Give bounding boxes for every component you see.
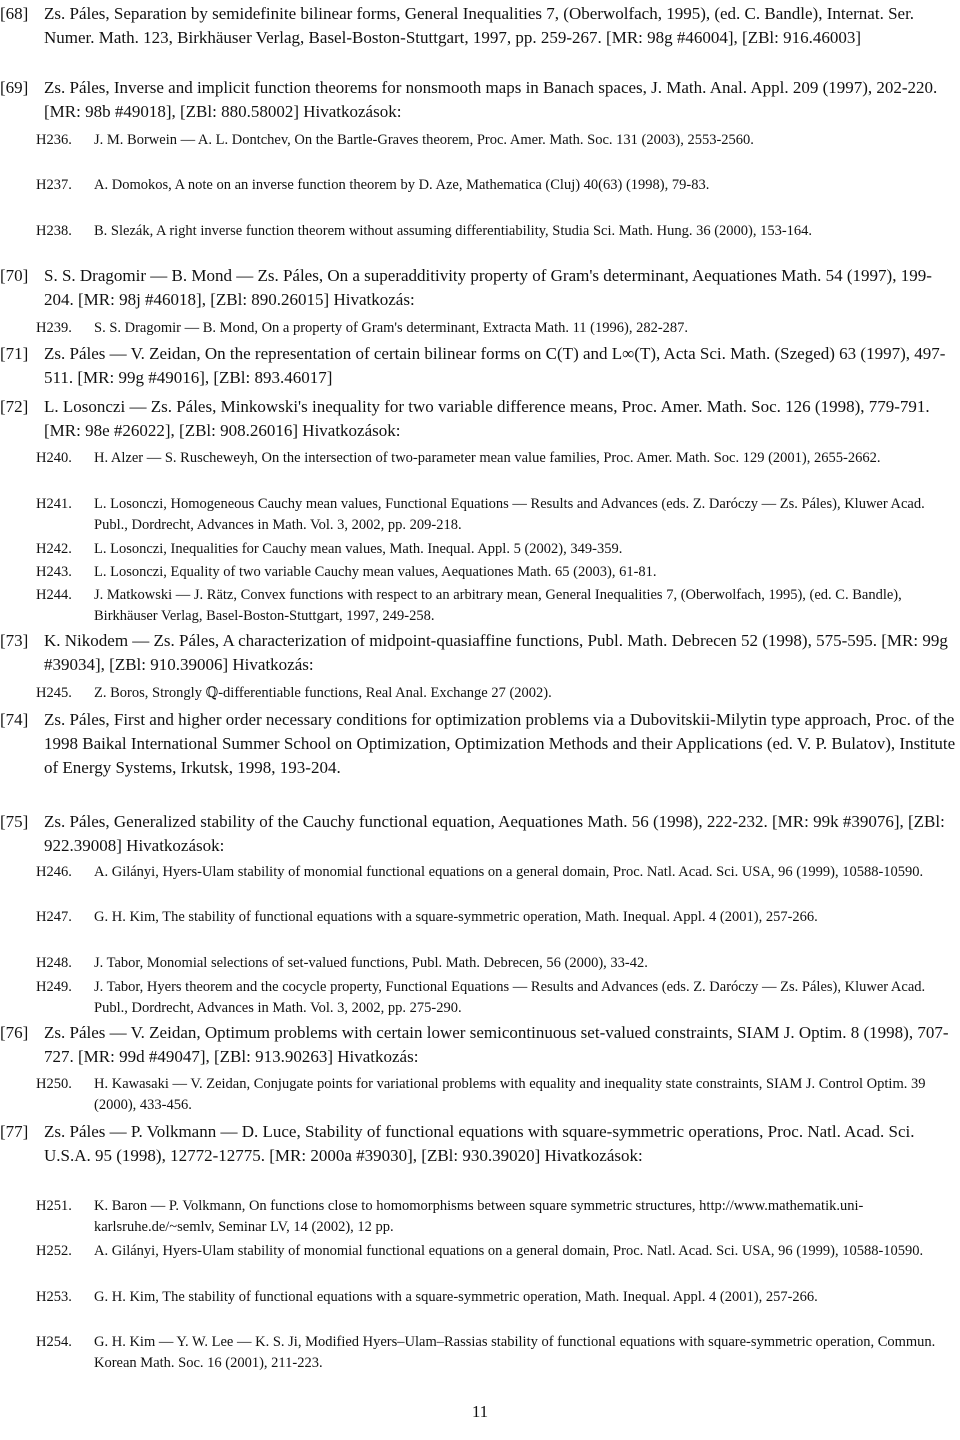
page-number: 11 — [471, 1402, 489, 1421]
reference-label: [73] — [0, 631, 29, 650]
reference-text: K. Nikodem — Zs. Páles, A characterization of midpoint-quasiaffine functions, Publ. Math. Debrecen 52 (1998), 575-595. [MR: 99g #39034], [ZBl: 910.39006] Hivatkozás: — [44, 631, 948, 674]
reference-75 — [0, 810, 956, 858]
citation-text: J. Tabor, Monomial selections of set-valued functions, Publ. Math. Debrecen, 56 (2000), 33-42. — [94, 955, 648, 971]
citation-h244 — [36, 585, 956, 627]
reference-text: Zs. Páles — P. Volkmann — D. Luce, Stability of functional equations with square-symmetric operations, Proc. Natl. Acad. Sci. U.S.A. 95 (1998), 12772-12775. [MR: 2000a #39030], [ZBl: 930.39020] Hivatkozások: — [44, 1122, 915, 1165]
reference-label: [72] — [0, 397, 29, 416]
citation-h245 — [36, 683, 956, 704]
citation-text: A. Domokos, A note on an inverse function theorem by D. Aze, Mathematica (Cluj) 40(63) (1998), 79-83. — [94, 177, 710, 193]
citation-label: H248. — [36, 955, 72, 971]
citation-h241 — [36, 494, 956, 536]
reference-label: [75] — [0, 812, 29, 831]
reference-71 — [0, 342, 956, 390]
reference-72 — [0, 395, 956, 443]
citation-text: L. Losonczi, Inequalities for Cauchy mean values, Math. Inequal. Appl. 5 (2002), 349-359. — [94, 541, 623, 557]
reference-68 — [0, 2, 956, 50]
citation-h247 — [36, 907, 956, 928]
citation-label: H243. — [36, 564, 72, 580]
citation-label: H250. — [36, 1076, 72, 1092]
reference-74 — [0, 708, 956, 780]
citation-label: H247. — [36, 909, 72, 925]
reference-text: Zs. Páles, Inverse and implicit function theorems for nonsmooth maps in Banach spaces, J. Math. Anal. Appl. 209 (1997), 202-220. [MR: 98b #49018], [ZBl: 880.58002] Hivatkozások: — [44, 78, 938, 121]
citation-text: H. Alzer — S. Ruscheweyh, On the intersection of two-parameter mean value families, Proc. Amer. Math. Soc. 129 (2001), 2655-2662. — [94, 450, 881, 466]
citation-text: A. Gilányi, Hyers-Ulam stability of monomial functional equations on a general domain, Proc. Natl. Acad. Sci. USA, 96 (1999), 10588-10590. — [94, 1243, 924, 1259]
citation-label: H241. — [36, 496, 72, 512]
reference-text: L. Losonczi — Zs. Páles, Minkowski's inequality for two variable difference means, Proc. Amer. Math. Soc. 126 (1998), 779-791. [MR: 98e #26022], [ZBl: 908.26016] Hivatkozások: — [44, 397, 930, 440]
citation-text: J. Matkowski — J. Rätz, Convex functions with respect to an arbitrary mean, General Inequalities 7, (Oberwolfach, 1995), (ed. C. Bandle), Birkhäuser Verlag, Basel-Boston-Stuttgart, 1997, 249-258. — [94, 587, 902, 624]
citation-h248 — [36, 953, 956, 974]
citation-h251 — [36, 1196, 956, 1238]
reference-77 — [0, 1120, 956, 1168]
citation-text: K. Baron — P. Volkmann, On functions close to homomorphisms between square symmetric structures, http://www.mathematik.uni-karlsruhe.de/~semlv, Seminar LV, 14 (2002), 12 pp. — [94, 1198, 864, 1235]
citation-label: H236. — [36, 132, 72, 148]
reference-text: S. S. Dragomir — B. Mond — Zs. Páles, On a superadditivity property of Gram's determinant, Aequationes Math. 54 (1997), 199-204. [MR: 98j #46018], [ZBl: 890.26015] Hivatkozás: — [44, 266, 932, 309]
citation-h243 — [36, 562, 956, 583]
citation-label: H245. — [36, 685, 72, 701]
citation-text: J. M. Borwein — A. L. Dontchev, On the Bartle-Graves theorem, Proc. Amer. Math. Soc. 131 (2003), 2553-2560. — [94, 132, 754, 148]
citation-text: Z. Boros, Strongly ℚ-differentiable functions, Real Anal. Exchange 27 (2002). — [94, 685, 552, 701]
citation-h236 — [36, 130, 956, 151]
citation-text: B. Slezák, A right inverse function theorem without assuming differentiability, Studia Sci. Math. Hung. 36 (2000), 153-164. — [94, 223, 813, 239]
citation-label: H244. — [36, 587, 72, 603]
reference-label: [77] — [0, 1122, 29, 1141]
citation-text: L. Losonczi, Homogeneous Cauchy mean values, Functional Equations — Results and Advances (eds. Z. Daróczy — Zs. Páles), Kluwer Acad. Publ., Dordrecht, Advances in Math. Vol. 3, 2002, pp. 209-218. — [94, 496, 925, 533]
citation-label: H254. — [36, 1334, 72, 1350]
citation-text: G. H. Kim — Y. W. Lee — K. S. Ji, Modified Hyers–Ulam–Rassias stability of functional equations with square-symmetric operation, Commun. Korean Math. Soc. 16 (2001), 211-223. — [94, 1334, 936, 1371]
reference-text: Zs. Páles, Separation by semidefinite bilinear forms, General Inequalities 7, (Oberwolfach, 1995), (ed. C. Bandle), Internat. Ser. Numer. Math. 123, Birkhäuser Verlag, Basel-Boston-Stuttgart, 1997, pp. 259-267. [MR: 98g #46004], [ZBl: 916.46003] — [44, 4, 915, 47]
citation-text: S. S. Dragomir — B. Mond, On a property of Gram's determinant, Extracta Math. 11 (1996), 282-287. — [94, 320, 689, 336]
citation-h253 — [36, 1287, 956, 1308]
citation-h240 — [36, 448, 956, 469]
reference-text: Zs. Páles — V. Zeidan, Optimum problems with certain lower semicontinuous set-valued constraints, SIAM J. Optim. 8 (1998), 707-727. [MR: 99d #49047], [ZBl: 913.90263] Hivatkozás: — [44, 1023, 949, 1066]
citation-label: H238. — [36, 223, 72, 239]
reference-76 — [0, 1021, 956, 1069]
citation-label: H242. — [36, 541, 72, 557]
citation-label: H237. — [36, 177, 72, 193]
citation-text: G. H. Kim, The stability of functional equations with a square-symmetric operation, Math. Inequal. Appl. 4 (2001), 257-266. — [94, 909, 818, 925]
reference-label: [74] — [0, 710, 29, 729]
citation-h249 — [36, 977, 956, 1019]
citation-label: H249. — [36, 979, 72, 995]
citation-text: A. Gilányi, Hyers-Ulam stability of monomial functional equations on a general domain, Proc. Natl. Acad. Sci. USA, 96 (1999), 10588-10590. — [94, 864, 924, 880]
citation-h237 — [36, 175, 956, 196]
citation-text: G. H. Kim, The stability of functional equations with a square-symmetric operation, Math. Inequal. Appl. 4 (2001), 257-266. — [94, 1289, 818, 1305]
citation-h238 — [36, 221, 956, 242]
citation-label: H240. — [36, 450, 72, 466]
citation-label: H253. — [36, 1289, 72, 1305]
reference-text: Zs. Páles — V. Zeidan, On the representation of certain bilinear forms on C(T) and L∞(T), Acta Sci. Math. (Szeged) 63 (1997), 497-511. [MR: 99g #49016], [ZBl: 893.46017] — [44, 344, 946, 387]
reference-70 — [0, 264, 956, 312]
reference-73 — [0, 629, 956, 677]
reference-label: [70] — [0, 266, 29, 285]
citation-h254 — [36, 1332, 956, 1374]
citation-text: H. Kawasaki — V. Zeidan, Conjugate points for variational problems with equality and inequality state constraints, SIAM J. Control Optim. 39 (2000), 433-456. — [94, 1076, 926, 1113]
citation-label: H239. — [36, 320, 72, 336]
citation-h239 — [36, 318, 956, 339]
reference-69 — [0, 76, 956, 124]
citation-h246 — [36, 862, 956, 883]
reference-text: Zs. Páles, First and higher order necessary conditions for optimization problems via a Dubovitskii-Milytin type approach, Proc. of the 1998 Baikal International Summer School on Optimization, Optimization Methods and their Applications (ed. V. P. Bulatov), Institute of Energy Systems, Irkutsk, 1998, 193-204. — [44, 710, 956, 777]
reference-label: [71] — [0, 344, 29, 363]
reference-label: [76] — [0, 1023, 29, 1042]
citation-text: L. Losonczi, Equality of two variable Cauchy mean values, Aequationes Math. 65 (2003), 61-81. — [94, 564, 657, 580]
citation-label: H252. — [36, 1243, 72, 1259]
citation-h250 — [36, 1074, 956, 1116]
citation-label: H251. — [36, 1198, 72, 1214]
citation-text: J. Tabor, Hyers theorem and the cocycle property, Functional Equations — Results and Advances (eds. Z. Daróczy — Zs. Páles), Kluwer Acad. Publ., Dordrecht, Advances in Math. Vol. 3, 2002, pp. 275-290. — [94, 979, 926, 1016]
citation-h242 — [36, 539, 956, 560]
reference-text: Zs. Páles, Generalized stability of the Cauchy functional equation, Aequationes Math. 56 (1998), 222-232. [MR: 99k #39076], [ZBl: 922.39008] Hivatkozások: — [44, 812, 945, 855]
reference-label: [69] — [0, 78, 29, 97]
reference-label: [68] — [0, 4, 29, 23]
citation-h252 — [36, 1241, 956, 1262]
citation-label: H246. — [36, 864, 72, 880]
